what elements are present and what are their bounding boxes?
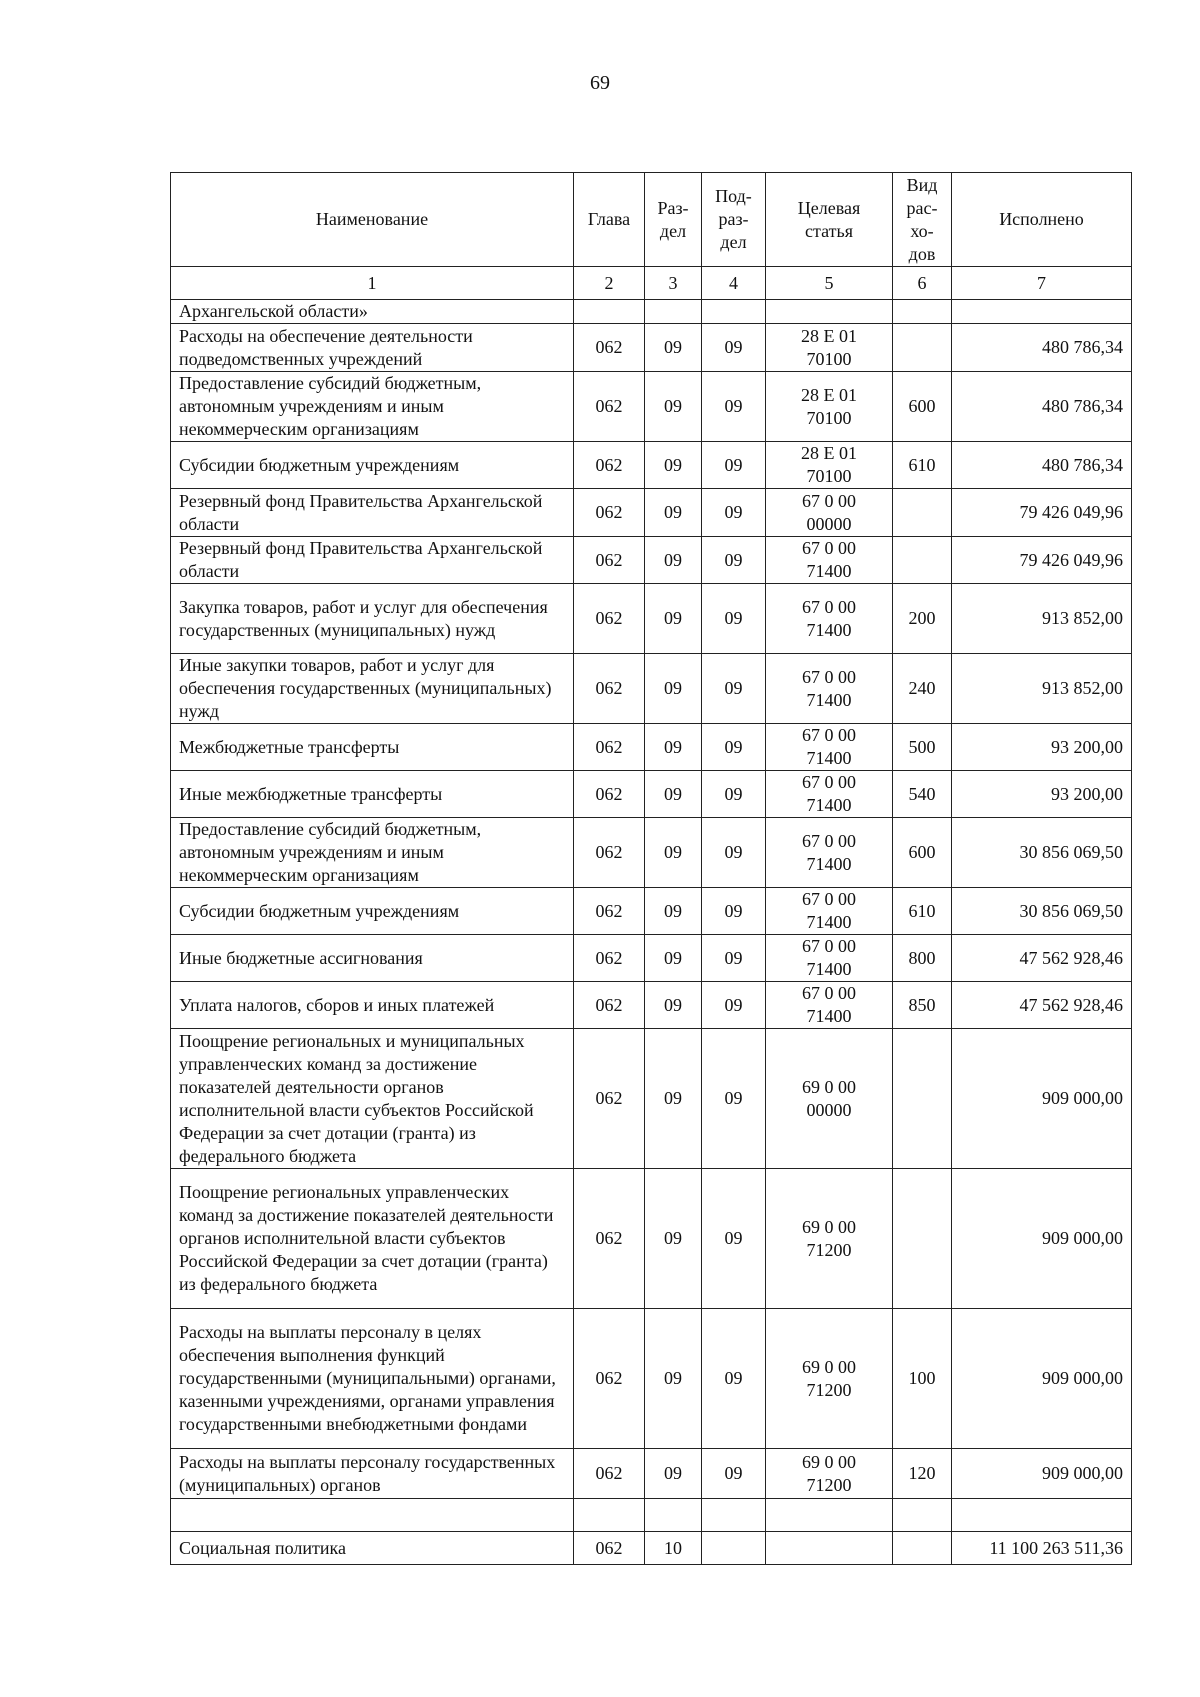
cell-executed: 79 426 049,96	[952, 537, 1132, 584]
cell-section	[645, 300, 702, 324]
budget-execution-table	[170, 172, 1132, 1565]
table-row	[171, 584, 1132, 654]
cell-subsection	[702, 1499, 766, 1532]
column-number: 7	[952, 267, 1132, 300]
table-row	[171, 724, 1132, 771]
cell-executed: 30 856 069,50	[952, 818, 1132, 888]
cell-chapter: 062	[574, 1029, 645, 1169]
cell-name	[171, 1499, 574, 1532]
column-number: 1	[171, 267, 574, 300]
cell-executed	[952, 300, 1132, 324]
cell-executed: 909 000,00	[952, 1309, 1132, 1449]
cell-chapter: 062	[574, 584, 645, 654]
cell-name: Уплата налогов, сборов и иных платежей	[171, 982, 574, 1029]
column-number: 5	[766, 267, 893, 300]
table-row	[171, 1029, 1132, 1169]
page-number: 69	[590, 72, 610, 94]
cell-expense-type: 200	[893, 584, 952, 654]
cell-expense-type: 610	[893, 442, 952, 489]
cell-subsection: 09	[702, 818, 766, 888]
cell-executed	[952, 1499, 1132, 1532]
cell-expense-type: 850	[893, 982, 952, 1029]
cell-name: Поощрение региональных управленческих команд за достижение показателей деятельности органов исполнительной власти субъектов Российской Федерации за счет дотации (гранта) из федерального бюджета	[171, 1169, 574, 1309]
cell-section: 09	[645, 324, 702, 372]
cell-section: 09	[645, 724, 702, 771]
cell-chapter: 062	[574, 935, 645, 982]
cell-chapter: 062	[574, 442, 645, 489]
table-row	[171, 1449, 1132, 1499]
cell-name: Социальная политика	[171, 1532, 574, 1565]
cell-expense-type	[893, 1029, 952, 1169]
cell-expense-type: 100	[893, 1309, 952, 1449]
cell-subsection: 09	[702, 537, 766, 584]
cell-expense-type: 120	[893, 1449, 952, 1499]
cell-section: 09	[645, 1169, 702, 1309]
cell-chapter: 062	[574, 982, 645, 1029]
cell-section: 09	[645, 584, 702, 654]
cell-executed: 913 852,00	[952, 584, 1132, 654]
table-body	[171, 300, 1132, 1565]
table-row	[171, 888, 1132, 935]
cell-chapter: 062	[574, 537, 645, 584]
cell-expense-type	[893, 1499, 952, 1532]
cell-section: 09	[645, 489, 702, 537]
table-row	[171, 935, 1132, 982]
cell-target-article: 67 0 00 71400	[766, 818, 893, 888]
table-row	[171, 537, 1132, 584]
column-number-row	[171, 267, 1132, 300]
cell-name: Предоставление субсидий бюджетным, автономным учреждениям и иным некоммерческим организациям	[171, 818, 574, 888]
cell-section: 09	[645, 1309, 702, 1449]
header-name: Наименование	[171, 173, 574, 267]
cell-chapter: 062	[574, 888, 645, 935]
table-row	[171, 1532, 1132, 1565]
cell-section: 09	[645, 1029, 702, 1169]
cell-section: 09	[645, 888, 702, 935]
cell-chapter: 062	[574, 771, 645, 818]
cell-subsection: 09	[702, 1309, 766, 1449]
cell-section: 09	[645, 935, 702, 982]
cell-subsection: 09	[702, 584, 766, 654]
cell-subsection	[702, 300, 766, 324]
cell-executed: 913 852,00	[952, 654, 1132, 724]
cell-chapter: 062	[574, 324, 645, 372]
cell-target-article	[766, 1532, 893, 1565]
cell-executed: 79 426 049,96	[952, 489, 1132, 537]
cell-target-article: 67 0 00 00000	[766, 489, 893, 537]
cell-expense-type	[893, 1169, 952, 1309]
table-row	[171, 818, 1132, 888]
cell-name: Субсидии бюджетным учреждениям	[171, 888, 574, 935]
cell-subsection: 09	[702, 372, 766, 442]
cell-executed: 47 562 928,46	[952, 935, 1132, 982]
cell-name: Субсидии бюджетным учреждениям	[171, 442, 574, 489]
table-row	[171, 1169, 1132, 1309]
cell-chapter	[574, 1499, 645, 1532]
cell-name: Межбюджетные трансферты	[171, 724, 574, 771]
cell-subsection: 09	[702, 935, 766, 982]
cell-chapter: 062	[574, 654, 645, 724]
column-number: 2	[574, 267, 645, 300]
cell-subsection: 09	[702, 1029, 766, 1169]
cell-executed: 480 786,34	[952, 372, 1132, 442]
cell-name: Расходы на выплаты персоналу в целях обеспечения выполнения функций государственными (муниципальными) органами, казенными учреждениями, органами управления государственными внебюджетными фондами	[171, 1309, 574, 1449]
cell-subsection: 09	[702, 324, 766, 372]
cell-target-article: 28 Е 01 70100	[766, 324, 893, 372]
cell-subsection: 09	[702, 442, 766, 489]
cell-section: 09	[645, 818, 702, 888]
cell-section: 09	[645, 982, 702, 1029]
header-executed: Исполнено	[952, 173, 1132, 267]
header-chapter: Глава	[574, 173, 645, 267]
cell-name: Резервный фонд Правительства Архангельской области	[171, 537, 574, 584]
cell-section: 09	[645, 654, 702, 724]
table-row	[171, 372, 1132, 442]
cell-subsection: 09	[702, 489, 766, 537]
cell-expense-type	[893, 537, 952, 584]
cell-name: Иные бюджетные ассигнования	[171, 935, 574, 982]
cell-chapter	[574, 300, 645, 324]
cell-expense-type: 500	[893, 724, 952, 771]
header-section: Раз- дел	[645, 173, 702, 267]
cell-target-article: 67 0 00 71400	[766, 888, 893, 935]
header-target-article: Целевая статья	[766, 173, 893, 267]
cell-chapter: 062	[574, 1309, 645, 1449]
cell-target-article: 28 Е 01 70100	[766, 372, 893, 442]
table-header-row	[171, 173, 1132, 267]
cell-chapter: 062	[574, 1532, 645, 1565]
cell-section: 09	[645, 537, 702, 584]
header-expense-type: Вид рас- хо- дов	[893, 173, 952, 267]
cell-expense-type	[893, 324, 952, 372]
cell-target-article: 67 0 00 71400	[766, 654, 893, 724]
cell-executed: 909 000,00	[952, 1029, 1132, 1169]
cell-expense-type: 540	[893, 771, 952, 818]
cell-subsection: 09	[702, 888, 766, 935]
cell-section: 10	[645, 1532, 702, 1565]
cell-executed: 30 856 069,50	[952, 888, 1132, 935]
cell-chapter: 062	[574, 1169, 645, 1309]
cell-name: Архангельской области»	[171, 300, 574, 324]
cell-chapter: 062	[574, 372, 645, 442]
cell-section: 09	[645, 1449, 702, 1499]
table-row	[171, 442, 1132, 489]
cell-chapter: 062	[574, 1449, 645, 1499]
cell-subsection	[702, 1532, 766, 1565]
cell-target-article: 67 0 00 71400	[766, 982, 893, 1029]
cell-section: 09	[645, 372, 702, 442]
cell-executed: 47 562 928,46	[952, 982, 1132, 1029]
cell-name: Закупка товаров, работ и услуг для обеспечения государственных (муниципальных) нужд	[171, 584, 574, 654]
header-subsection: Под- раз- дел	[702, 173, 766, 267]
cell-target-article: 69 0 00 71200	[766, 1449, 893, 1499]
cell-name: Расходы на выплаты персоналу государственных (муниципальных) органов	[171, 1449, 574, 1499]
cell-subsection: 09	[702, 982, 766, 1029]
cell-target-article	[766, 1499, 893, 1532]
column-number: 3	[645, 267, 702, 300]
cell-target-article: 69 0 00 71200	[766, 1169, 893, 1309]
cell-target-article: 67 0 00 71400	[766, 935, 893, 982]
table-row	[171, 1309, 1132, 1449]
column-number: 6	[893, 267, 952, 300]
cell-name: Поощрение региональных и муниципальных управленческих команд за достижение показателей деятельности органов исполнительной власти субъектов Российской Федерации за счет дотации (гранта) из федерального бюджета	[171, 1029, 574, 1169]
cell-executed: 93 200,00	[952, 724, 1132, 771]
cell-target-article: 69 0 00 00000	[766, 1029, 893, 1169]
cell-subsection: 09	[702, 724, 766, 771]
cell-executed: 480 786,34	[952, 324, 1132, 372]
cell-expense-type	[893, 489, 952, 537]
cell-expense-type: 600	[893, 818, 952, 888]
cell-expense-type	[893, 1532, 952, 1565]
table-row	[171, 982, 1132, 1029]
cell-chapter: 062	[574, 489, 645, 537]
cell-name: Расходы на обеспечение деятельности подведомственных учреждений	[171, 324, 574, 372]
cell-chapter: 062	[574, 724, 645, 771]
cell-target-article: 69 0 00 71200	[766, 1309, 893, 1449]
cell-executed: 93 200,00	[952, 771, 1132, 818]
cell-expense-type: 600	[893, 372, 952, 442]
cell-expense-type: 800	[893, 935, 952, 982]
cell-expense-type	[893, 300, 952, 324]
cell-section	[645, 1499, 702, 1532]
table-row	[171, 1499, 1132, 1532]
cell-subsection: 09	[702, 1449, 766, 1499]
table-row	[171, 654, 1132, 724]
cell-name: Предоставление субсидий бюджетным, автономным учреждениям и иным некоммерческим организациям	[171, 372, 574, 442]
cell-executed: 480 786,34	[952, 442, 1132, 489]
table-row	[171, 771, 1132, 818]
table-row	[171, 300, 1132, 324]
cell-chapter: 062	[574, 818, 645, 888]
cell-target-article: 67 0 00 71400	[766, 771, 893, 818]
cell-target-article: 67 0 00 71400	[766, 584, 893, 654]
cell-subsection: 09	[702, 654, 766, 724]
cell-target-article: 28 Е 01 70100	[766, 442, 893, 489]
cell-executed: 11 100 263 511,36	[952, 1532, 1132, 1565]
cell-name: Иные межбюджетные трансферты	[171, 771, 574, 818]
cell-section: 09	[645, 771, 702, 818]
table-row	[171, 324, 1132, 372]
cell-target-article	[766, 300, 893, 324]
cell-section: 09	[645, 442, 702, 489]
cell-target-article: 67 0 00 71400	[766, 537, 893, 584]
cell-executed: 909 000,00	[952, 1169, 1132, 1309]
column-number: 4	[702, 267, 766, 300]
cell-subsection: 09	[702, 771, 766, 818]
cell-target-article: 67 0 00 71400	[766, 724, 893, 771]
cell-name: Иные закупки товаров, работ и услуг для обеспечения государственных (муниципальных) нужд	[171, 654, 574, 724]
cell-name: Резервный фонд Правительства Архангельской области	[171, 489, 574, 537]
cell-executed: 909 000,00	[952, 1449, 1132, 1499]
cell-expense-type: 610	[893, 888, 952, 935]
table-row	[171, 489, 1132, 537]
cell-subsection: 09	[702, 1169, 766, 1309]
cell-expense-type: 240	[893, 654, 952, 724]
